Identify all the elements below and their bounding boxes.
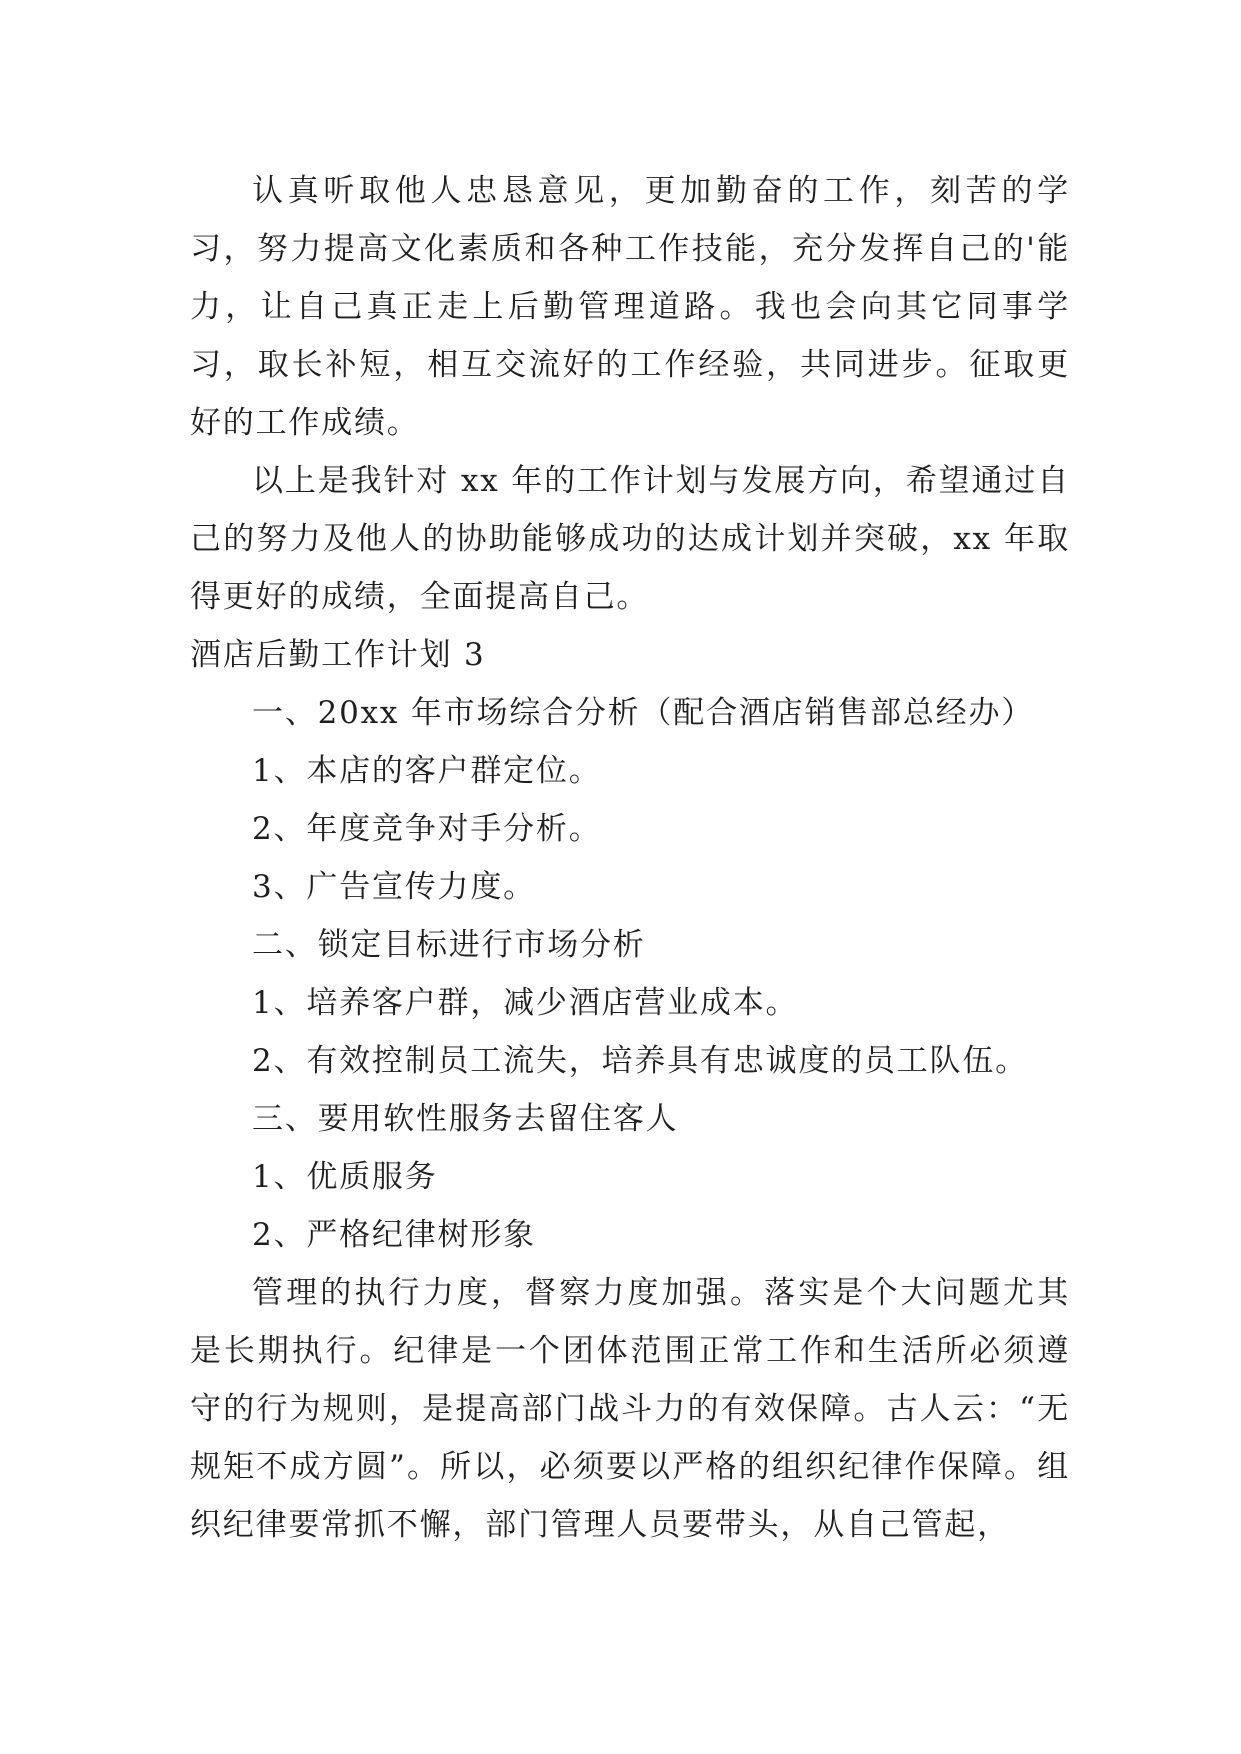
list-item-strict-discipline: 2、严格纪律树形象 [252,1217,536,1253]
list-item-customer-positioning: 1、本店的客户群定位。 [252,753,602,789]
target-market-heading: 二、锁定目标进行市场分析 [252,927,646,963]
document-body [190,162,1070,1554]
list-item-staff-retention: 2、有效控制员工流失，培养具有忠诚度的员工队伍。 [252,1043,1028,1079]
paragraph-management-discipline: 管理的执行力度，督察力度加强。落实是个大问题尤其是长期执行。纪律是一个团体范围正常工作和生活所必须遵守的行为规则，是提高部门战斗力的有效保障。古人云：“无规矩不成方圆”。所以，必须要以严格的组织纪律作保障。组织纪律要常抓不懈，部门管理人员要带头，从自己管起， [190,1275,1070,1543]
soft-service-heading: 三、要用软性服务去留住客人 [252,1101,679,1137]
section-title: 酒店后勤工作计划 3 [190,637,486,673]
market-analysis-heading: 一、20xx 年市场综合分析（配合酒店销售部总经办） [252,695,1035,731]
list-item-quality-service: 1、优质服务 [252,1159,438,1195]
paragraph-plan-summary: 以上是我针对 xx 年的工作计划与发展方向，希望通过自己的努力及他人的协助能够成功的达成计划并突破，xx 年取得更好的成绩，全面提高自己。 [190,463,1070,615]
list-item-customer-growth: 1、培养客户群，减少酒店营业成本。 [252,985,799,1021]
paragraph-self-improvement: 认真听取他人忠恳意见，更加勤奋的工作，刻苦的学习，努力提高文化素质和各种工作技能，充分发挥自己的'能力，让自己真正走上后勤管理道路。我也会向其它同事学习，取长补短，相互交流好的工作经验，共同进步。征取更好的工作成绩。 [190,173,1070,441]
list-item-advertising: 3、广告宣传力度。 [252,869,536,905]
list-item-competitor-analysis: 2、年度竞争对手分析。 [252,811,602,847]
